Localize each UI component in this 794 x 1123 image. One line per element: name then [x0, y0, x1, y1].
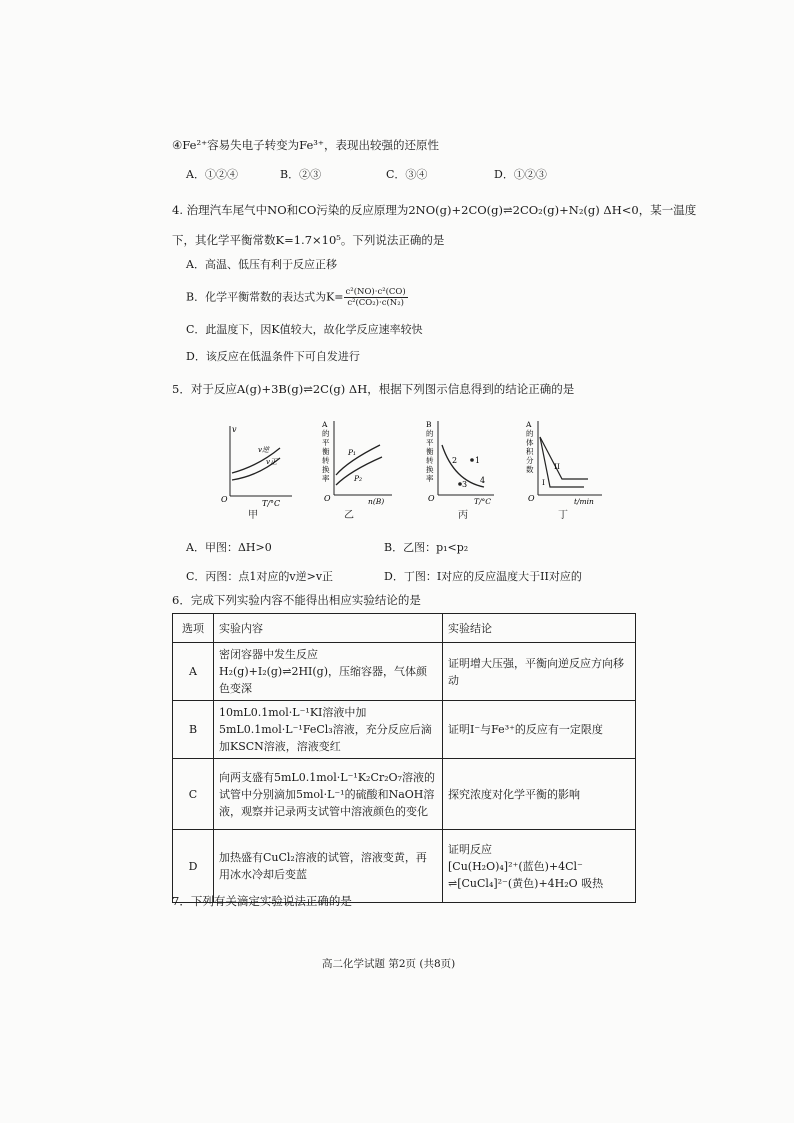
ding-y-label: A 的体积分数 [526, 420, 534, 474]
q5-option-d: D．丁图：I对应的反应温度大于II对应的 [384, 570, 582, 583]
yi-p2-label: P₂ [354, 474, 363, 483]
q7-stem: 7．下列有关滴定实验说法正确的是 [172, 894, 352, 908]
row-a-option: A [173, 643, 214, 701]
q5-option-b: B．乙图：p₁<p₂ [384, 541, 469, 554]
table-row [173, 701, 636, 759]
graph-ding [522, 415, 608, 517]
q3-option-b: B．②③ [280, 168, 322, 181]
experiment-table [172, 613, 636, 903]
bing-x-label: T/°C [474, 497, 492, 506]
bing-y-label: B 的平衡转换率 [426, 420, 434, 483]
jia-curve-1-label: v逆 [258, 446, 269, 454]
q4-option-c: C．此温度下，因K值较大，故化学反应速率较快 [186, 323, 423, 336]
ding-origin: O [528, 494, 535, 503]
table-row [173, 643, 636, 701]
yi-x-label: n(B) [368, 497, 385, 506]
q3-option-d: D．①②③ [494, 168, 547, 181]
yi-p1-label: P₁ [348, 448, 357, 457]
yi-y-label: A 的平衡转换率 [322, 420, 330, 483]
row-d-conclusion-line2: [Cu(H₂O)₄]²⁺(蓝色)+4Cl⁻ [448, 859, 583, 873]
graph-jia [218, 418, 298, 518]
k-numerator: c²(NO)·c²(CO) [345, 287, 406, 297]
bing-point-1 [470, 458, 474, 462]
q4-stem-line2: 下，其化学平衡常数K=1.7×10⁵。下列说法正确的是 [172, 233, 445, 247]
table-header-row [173, 614, 636, 643]
jia-curve-2-label: v正 [266, 458, 277, 466]
row-d-conclusion-line3: ⇌[CuCl₄]²⁻(黄色)+4H₂O 吸热 [448, 876, 604, 890]
graph-bing [422, 415, 502, 517]
q3-option-c: C．③④ [386, 168, 428, 181]
table-row [173, 759, 636, 830]
q4-option-d: D．该反应在低温条件下可自发进行 [186, 350, 360, 363]
q4-option-a: A．高温、低压有利于反应正移 [186, 258, 337, 271]
header-content: 实验内容 [214, 614, 443, 643]
graph-yi [318, 415, 404, 517]
header-conclusion: 实验结论 [443, 614, 636, 643]
bing-origin: O [428, 494, 435, 503]
row-d-option: D [173, 830, 214, 903]
yi-origin: O [324, 494, 331, 503]
k-expression [344, 287, 408, 308]
statement-4: ④Fe²⁺容易失电子转变为Fe³⁺，表现出较强的还原性 [172, 138, 439, 152]
header-option: 选项 [173, 614, 214, 643]
bing-label-3: 3 [462, 480, 468, 489]
jia-y-label: v [232, 425, 237, 434]
table-row [173, 830, 636, 903]
jia-origin: O [221, 495, 228, 504]
row-a-content: 密闭容器中发生反应H₂(g)+I₂(g)⇌2HI(g)，压缩容器，气体颜色变深 [214, 643, 443, 701]
bing-label-1: 1 [475, 456, 481, 465]
row-b-option: B [173, 701, 214, 759]
q4-stem-line1: 4. 治理汽车尾气中NO和CO污染的反应原理为2NO(g)+2CO(g)⇌2CO₂(g)+N₂(g) ΔH<0，某一温度 [172, 203, 697, 217]
page-footer: 高二化学试题 第2页 (共8页) [322, 958, 456, 970]
q3-option-a: A．①②④ [186, 168, 238, 181]
row-c-option: C [173, 759, 214, 830]
row-d-conclusion-line1: 证明反应 [448, 842, 492, 856]
graph-yi-caption: 乙 [344, 510, 354, 521]
row-d-conclusion [443, 830, 636, 903]
row-d-content: 加热盛有CuCl₂溶液的试管，溶液变黄，再用冰水冷却后变蓝 [214, 830, 443, 903]
q4-option-b-prefix: B．化学平衡常数的表达式为K= [186, 290, 344, 304]
row-b-content: 10mL0.1mol·L⁻¹KI溶液中加5mL0.1mol·L⁻¹FeCl₃溶液，充分反应后滴加KSCN溶液，溶液变红 [214, 701, 443, 759]
graph-ding-caption: 丁 [558, 510, 568, 521]
row-a-conclusion: 证明增大压强，平衡向逆反应方向移动 [443, 643, 636, 701]
q5-option-a: A．甲图：ΔH>0 [186, 541, 272, 554]
row-b-conclusion: 证明I⁻与Fe³⁺的反应有一定限度 [443, 701, 636, 759]
bing-label-4: 4 [480, 476, 486, 485]
q5-stem: 5．对于反应A(g)+3B(g)⇌2C(g) ΔH，根据下列图示信息得到的结论正确的是 [172, 382, 575, 396]
ding-label-ii: II [554, 462, 560, 471]
graph-bing-caption: 丙 [458, 510, 468, 521]
q4-option-b [186, 287, 408, 308]
q6-stem: 6．完成下列实验内容不能得出相应实验结论的是 [172, 593, 421, 607]
jia-x-label: T/°C [262, 499, 281, 508]
q5-option-c: C．丙图：点1对应的v逆>v正 [186, 570, 334, 583]
graph-jia-caption: 甲 [248, 510, 258, 521]
row-c-content: 向两支盛有5mL0.1mol·L⁻¹K₂Cr₂O₇溶液的试管中分别滴加5mol·L⁻¹的硫酸和NaOH溶液，观察并记录两支试管中溶液颜色的变化 [214, 759, 443, 830]
ding-label-i: I [542, 478, 545, 487]
yi-curve-p1 [336, 445, 380, 475]
k-denominator: c²(CO₂)·c(N₂) [347, 298, 404, 308]
bing-label-2: 2 [452, 456, 458, 465]
row-c-conclusion: 探究浓度对化学平衡的影响 [443, 759, 636, 830]
ding-x-label: t/min [574, 497, 594, 506]
